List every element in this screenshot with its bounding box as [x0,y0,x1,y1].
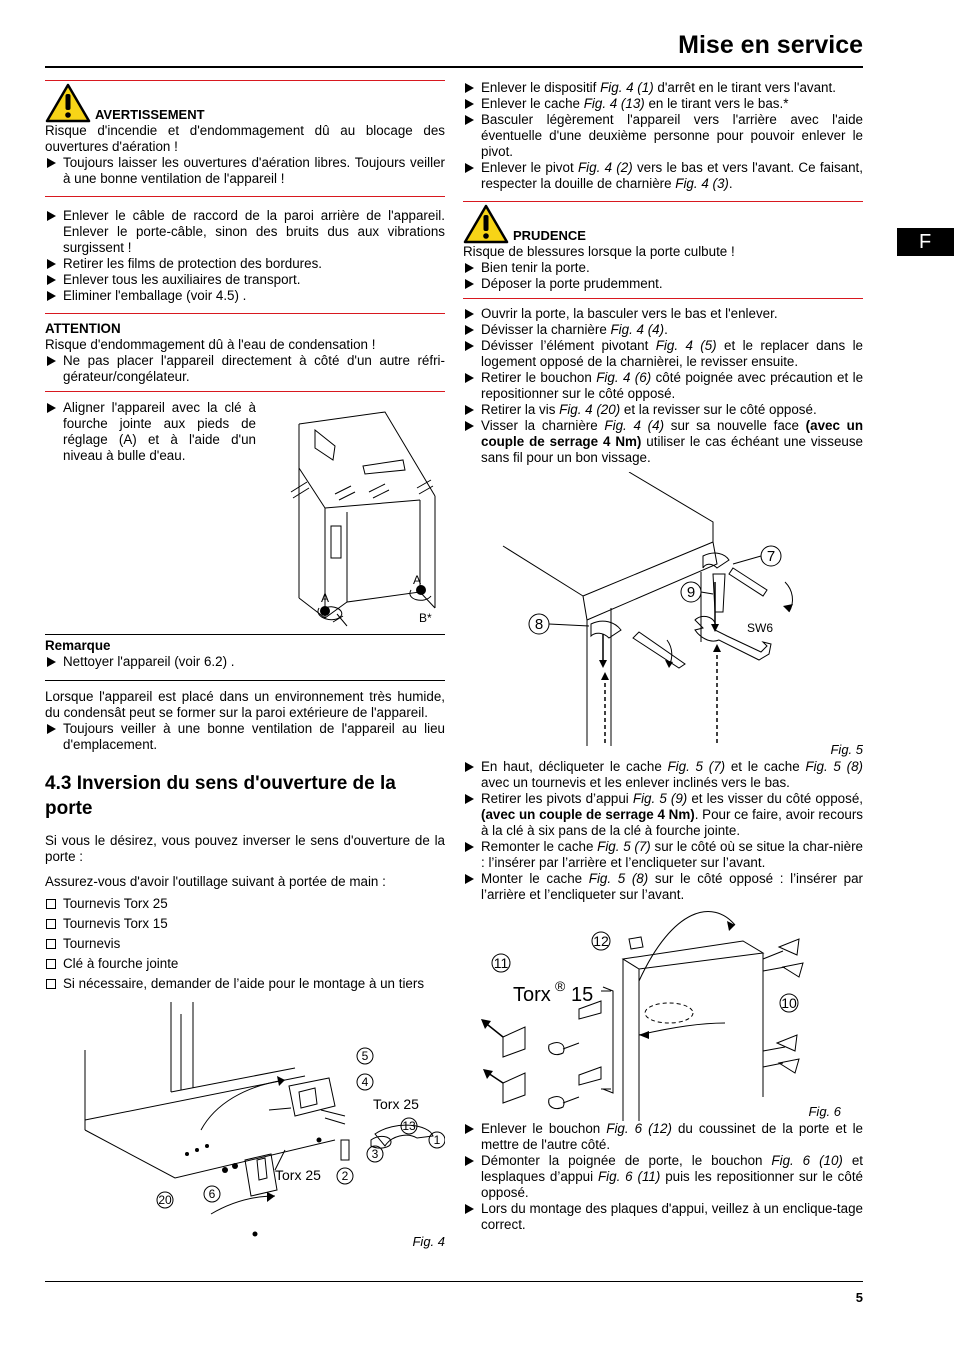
step-item: Démonter la poignée de porte, le bouchon Fig. 6 (10) et lesplaques d’appui Fig. 6 (11) puis les repositionner sur le côté opposé. [463,1153,863,1201]
remark-top-rule [45,634,445,635]
tool-item: Tournevis Torx 15 [45,916,445,932]
step-item: Ouvrir la porte, la basculer vers le bas et l'enlever. [463,306,863,322]
step-item: Dévisser l’élément pivotant Fig. 4 (5) et le replacer dans le logement opposé de la charnièrei, le revisser ensuite. [463,338,863,370]
warning-triangle-icon [45,83,91,123]
remark-item: Nettoyer l'appareil (voir 6.2) . [45,654,445,670]
align-step: Aligner l'appareil avec la clé à fourche jointe aux pieds de réglage (A) et à l'aide d'un niveau à bulle d'eau. [45,400,256,464]
warning-bottom-rule [45,196,445,197]
caution-item: Déposer la porte prudemment. [463,276,863,292]
remark-box [45,638,445,670]
step-item: Enlever tous les auxiliaires de transport. [45,272,445,288]
right-column [463,80,863,1233]
steps-mid [463,306,863,466]
fig4-label-6: 6 [208,1187,216,1201]
attention-box [45,321,445,385]
fig6-door-handle-illustration [463,907,863,1121]
step-item: Retirer les pivots d’appui Fig. 5 (9) et les visser du côté opposé, (avec un couple de serrage 4 Nm). Pour ce faire, avoir recours à la clé à six pans de la clé à fourche jointe. [463,791,863,839]
caution-text: Risque de blessures lorsque la porte culbute ! [463,244,735,259]
fig5-label-9: 9 [686,584,696,601]
fig4-label-1: 1 [433,1133,441,1147]
tool-item: Tournevis [45,936,445,952]
caution-triangle-icon [463,204,509,244]
fig4-label-torx25-top: Torx 25 [373,1096,419,1112]
fig5-door-pivot-illustration [463,472,863,748]
foot-label-a2: A [413,573,422,587]
attention-bottom-rule [45,391,445,392]
warning-item: Toujours laisser les ouvertures d'aération libres. Toujours veiller à une bonne ventilation de l'appareil ! [45,155,445,187]
step-item: Enlever le câble de raccord de la paroi arrière de l'appareil. Enlever le porte-câble, sinon des bruits dus aux vibrations surgissent ! [45,208,445,256]
step-item: Retirer la vis Fig. 4 (20) et la revisser sur le côté opposé. [463,402,863,418]
tools-intro: Assurez-vous d'avoir l'outillage suivant à portée de main : [45,874,386,889]
preparation-steps [45,208,445,304]
section-heading: 4.3 Inversion du sens d'ouverture de la porte [45,773,396,819]
step-item: Lors du montage des plaques d'appui, veillez à un enclique-tage correct. [463,1201,863,1233]
page-number: 5 [855,1290,863,1305]
fig6-label-12: 12 [593,933,609,949]
fig4-label-20: 20 [158,1193,172,1207]
attention-top-rule [45,313,445,314]
fig4-label-13: 13 [402,1119,416,1133]
remark-title: Remarque [45,638,111,653]
fig6-label-15: 15 [571,984,594,1006]
intro-text: Si vous le désirez, vous pouvez inverser le sens d'ouverture de la porte : [45,833,445,864]
step-item: Eliminer l'emballage (voir 4.5) . [45,288,445,304]
step-item: Remonter le cache Fig. 5 (7) sur le côté où se situe la char-nière : l’insérer par l’arrière et l’encliqueter sur l’avant. [463,839,863,871]
tools-list [45,896,445,992]
fig6-label-torx: Torx [513,984,551,1006]
fig5-label-8: 8 [534,616,544,633]
left-column [45,80,445,1250]
fig4-label-4: 4 [361,1075,369,1089]
fig4-label-2: 2 [341,1169,349,1183]
warning-text: Risque d'incendie et d'endommagement dû au blocage des ouvertures d'aération ! [45,123,445,154]
step-item: Visser la charnière Fig. 4 (4) sur sa nouvelle face (avec un couple de serrage 4 Nm) utiliser le cas échéant une visseuse sans fil pour un bon vissage. [463,418,863,466]
fig5-label-sw6: SW6 [747,621,774,635]
fig4-label-torx25-bottom: Torx 25 [275,1167,321,1183]
fig6-label-11: 11 [493,955,509,971]
attention-title: ATTENTION [45,321,121,336]
remark-bottom-rule [45,680,445,681]
foot-label-b: B* [419,611,432,625]
tool-item: Clé à fourche jointe [45,956,445,972]
warning-heading [45,83,445,123]
step-item: Enlever le cache Fig. 4 (13) en le tirant vers le bas.* [463,96,863,112]
condensation-item: Toujours veiller à une bonne ventilation de l'appareil au lieu d'emplacement. [45,721,445,753]
page-title: Mise en service [678,31,863,59]
language-tab: F [897,228,954,256]
step-item: Enlever le pivot Fig. 4 (2) vers le bas et vers l'avant. Ce faisant, respecter la douille de charnière Fig. 4 (3). [463,160,863,192]
step-item: Enlever le bouchon Fig. 6 (12) du coussinet de la porte et le mettre de l'autre côté. [463,1121,863,1153]
caution-item: Bien tenir la porte. [463,260,863,276]
fig6-label-10: 10 [781,995,797,1011]
step-item: Basculer légèrement l'appareil vers l'arrière avec l'aide éventuelle d'une deuxième personne pour pouvoir enlever le pivot. [463,112,863,160]
attention-text: Risque d'endommagement dû à l'eau de condensation ! [45,337,376,352]
step-item: Dévisser la charnière Fig. 4 (4). [463,322,863,338]
header-rule [45,66,863,68]
fig5-caption: Fig. 5 [830,742,863,757]
condensation-text: Lorsque l'appareil est placé dans un environnement très humide, du condensât peut se former sur la paroi extérieure de l'appareil. [45,689,445,720]
fridge-leveling-illustration [285,408,445,630]
step-item: En haut, décliqueter le cache Fig. 5 (7) et le cache Fig. 5 (8) avec un tournevis et les enlever inclinés vers le bas. [463,759,863,791]
steps-fig6 [463,1121,863,1233]
caution-bottom-rule [463,298,863,299]
caution-title: PRUDENCE [513,228,586,243]
warning-title: AVERTISSEMENT [95,107,205,122]
fig6-caption: Fig. 6 [808,1104,841,1119]
fig4-label-5: 5 [361,1049,369,1063]
steps-top [463,80,863,192]
caution-top-rule [463,201,863,202]
alignment-block [45,400,445,634]
step-item: Retirer le bouchon Fig. 4 (6) côté poignée avec précaution et le repositionner sur le côté opposé. [463,370,863,402]
fig4-hinge-illustration [45,1000,445,1248]
steps-fig5 [463,759,863,903]
fig4-label-3: 3 [371,1147,379,1161]
fig6-label-registered: ® [555,978,566,994]
caution-heading [463,204,863,244]
fig5-label-7: 7 [766,548,776,565]
step-item: Retirer les films de protection des bordures. [45,256,445,272]
tool-item: Si nécessaire, demander de l’aide pour le montage à un tiers [45,976,445,992]
tool-item: Tournevis Torx 25 [45,896,445,912]
warning-top-rule [45,80,445,81]
fig4-caption: Fig. 4 [412,1234,445,1249]
foot-label-a: A [321,591,330,605]
attention-item: Ne pas placer l'appareil directement à côté d'un autre réfri-gérateur/congélateur. [45,353,445,385]
step-item: Monter le cache Fig. 5 (8) sur le côté opposé : l’insérer par l’arrière et l’encliqueter sur l’avant. [463,871,863,903]
footer-rule [45,1281,863,1282]
step-item: Enlever le dispositif Fig. 4 (1) d'arrêt en le tirant vers l'avant. [463,80,863,96]
